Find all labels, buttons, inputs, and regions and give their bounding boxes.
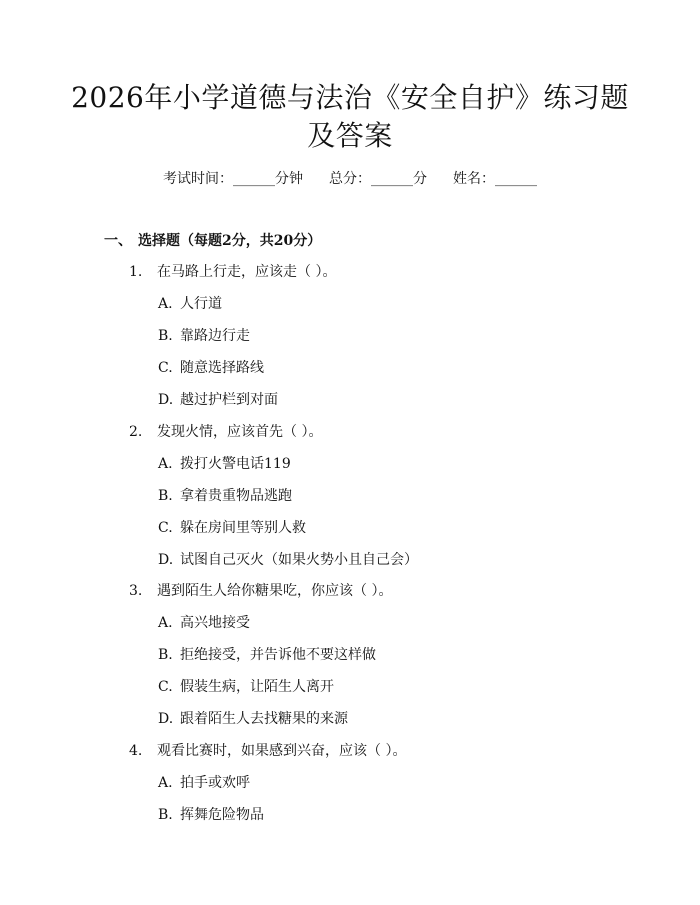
option [158, 325, 250, 345]
question-text: 遇到陌生人给你糖果吃，你应该（ ）。 [157, 583, 393, 599]
option-text: 拿着贵重物品逃跑 [180, 488, 292, 504]
exam-time: 考试时间：______分钟 [163, 171, 303, 187]
option-letter: A. [158, 456, 173, 472]
option-text: 拒绝接受，并告诉他不要这样做 [180, 647, 376, 663]
option-letter: D. [158, 711, 174, 727]
option-text: 试图自己灭火（如果火势小且自己会） [180, 552, 418, 568]
option-letter: B. [158, 328, 173, 344]
option-text: 跟着陌生人去找糖果的来源 [180, 711, 348, 727]
option-text: 躲在房间里等别人救 [180, 520, 306, 536]
option-letter: C. [158, 520, 173, 536]
question [129, 421, 322, 441]
section-title: 选择题（每题2分，共20分） [138, 233, 322, 249]
option [158, 612, 250, 632]
option-letter: A. [158, 615, 173, 631]
option [158, 772, 250, 792]
section-number: 一、 [104, 233, 132, 249]
option-letter: C. [158, 360, 173, 376]
option-text: 拍手或欢呼 [180, 775, 250, 791]
question-number: 2. [129, 424, 143, 440]
question-text: 在马路上行走，应该走（ ）。 [157, 264, 337, 280]
option-text: 靠路边行走 [180, 328, 250, 344]
option-text: 假装生病，让陌生人离开 [180, 679, 334, 695]
option [158, 517, 306, 537]
question [129, 580, 392, 600]
question-text: 观看比赛时，如果感到兴奋，应该（ ）。 [157, 743, 407, 759]
section-heading [104, 230, 321, 250]
option-text: 人行道 [180, 296, 222, 312]
option [158, 644, 376, 664]
option-text: 挥舞危险物品 [180, 807, 264, 823]
option [158, 708, 348, 728]
question-number: 3. [129, 583, 143, 599]
question [129, 261, 336, 281]
page-title-continued: 及答案 [307, 119, 393, 152]
exam-score: 总分：______分 [329, 171, 427, 187]
option-text: 高兴地接受 [180, 615, 250, 631]
option [158, 293, 222, 313]
exam-info [0, 168, 700, 188]
option [158, 357, 264, 377]
option-text: 随意选择路线 [180, 360, 264, 376]
option-letter: C. [158, 679, 173, 695]
page-title: 2026年小学道德与法治《安全自护》练习题 [71, 81, 629, 114]
option-letter: A. [158, 775, 173, 791]
question-number: 4. [129, 743, 143, 759]
option-letter: A. [158, 296, 173, 312]
option [158, 485, 292, 505]
option [158, 453, 291, 473]
option-letter: B. [158, 647, 173, 663]
question-text: 发现火情，应该首先（ ）。 [157, 424, 323, 440]
option [158, 549, 418, 569]
option [158, 389, 278, 409]
option-text: 越过护栏到对面 [180, 392, 278, 408]
option-letter: B. [158, 807, 173, 823]
question-number: 1. [129, 264, 143, 280]
option [158, 676, 334, 696]
question [129, 740, 406, 760]
option-text: 拨打火警电话119 [180, 456, 291, 472]
option-letter: D. [158, 552, 174, 568]
option [158, 804, 264, 824]
option-letter: B. [158, 488, 173, 504]
option-letter: D. [158, 392, 174, 408]
student-name: 姓名：______ [453, 171, 537, 187]
